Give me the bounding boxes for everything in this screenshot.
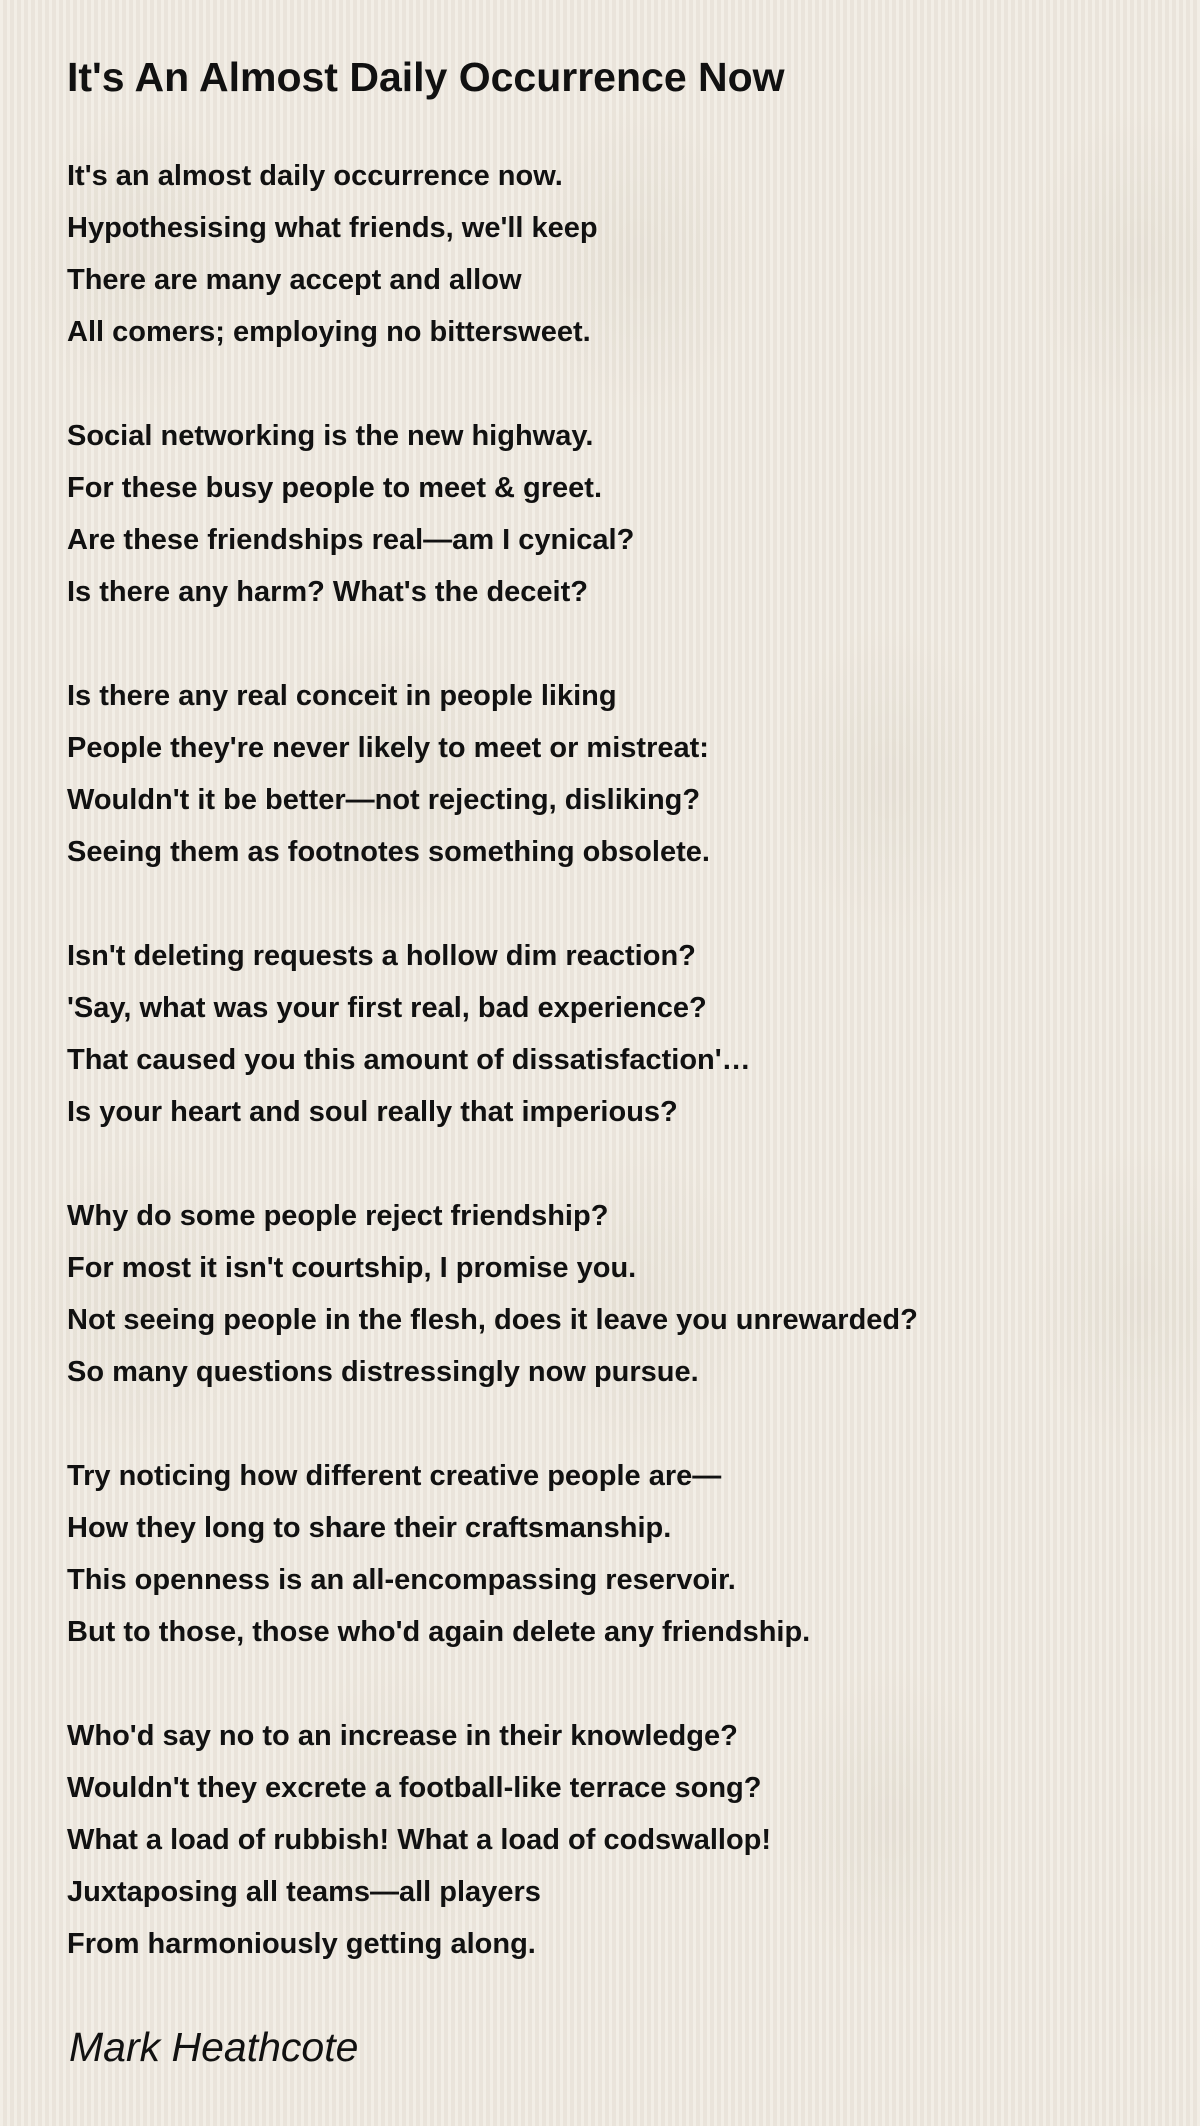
poem-stanza-4 [67, 930, 1167, 1138]
poem-line: Is there any harm? What's the deceit? [67, 576, 588, 608]
poem-stanza-5 [67, 1190, 1167, 1398]
poem-line: Hypothesising what friends, we'll keep [67, 212, 598, 244]
poem-line: Try noticing how different creative people are— [67, 1460, 722, 1492]
poem-line: Wouldn't it be better—not rejecting, disliking? [67, 784, 701, 816]
poem-body [67, 150, 1167, 2022]
poem-line: That caused you this amount of dissatisfaction'… [67, 1044, 751, 1076]
poem-line: 'Say, what was your first real, bad experience? [67, 992, 707, 1024]
poem-stanza-1 [67, 150, 1167, 358]
poem-line: From harmoniously getting along. [67, 1928, 536, 1960]
poem-line: But to those, those who'd again delete any friendship. [67, 1616, 811, 1648]
poem-line: Is your heart and soul really that imperious? [67, 1096, 678, 1128]
poem-line: People they're never likely to meet or mistreat: [67, 732, 709, 764]
poem-line: For these busy people to meet & greet. [67, 472, 602, 504]
poem-stanza-2 [67, 410, 1167, 618]
poem-line: How they long to share their craftsmanship. [67, 1512, 672, 1544]
poem-line: This openness is an all-encompassing reservoir. [67, 1564, 736, 1596]
poem-line: So many questions distressingly now pursue. [67, 1356, 699, 1388]
poem-author: Mark Heathcote [69, 2024, 359, 2070]
poem-stanza-3 [67, 670, 1167, 878]
poem-line: Are these friendships real—am I cynical? [67, 524, 635, 556]
poem-line: What a load of rubbish! What a load of codswallop! [67, 1824, 772, 1856]
poem-line: Who'd say no to an increase in their knowledge? [67, 1720, 738, 1752]
poem-line: Is there any real conceit in people liking [67, 680, 617, 712]
poem-stanza-6 [67, 1450, 1167, 1658]
poem-line: For most it isn't courtship, I promise you. [67, 1252, 637, 1284]
poem-title: It's An Almost Daily Occurrence Now [67, 54, 785, 100]
poem-line: Not seeing people in the flesh, does it leave you unrewarded? [67, 1304, 918, 1336]
poem-line: Social networking is the new highway. [67, 420, 594, 452]
poem-line: Isn't deleting requests a hollow dim reaction? [67, 940, 696, 972]
poem-line: Why do some people reject friendship? [67, 1200, 609, 1232]
poem-line: There are many accept and allow [67, 264, 522, 296]
poem-line: Wouldn't they excrete a football-like terrace song? [67, 1772, 762, 1804]
poem-line: It's an almost daily occurrence now. [67, 160, 563, 192]
poem-stanza-7 [67, 1710, 1167, 1970]
poem-line: Juxtaposing all teams—all players [67, 1876, 541, 1908]
poem-line: Seeing them as footnotes something obsolete. [67, 836, 710, 868]
poem-line: All comers; employing no bittersweet. [67, 316, 591, 348]
